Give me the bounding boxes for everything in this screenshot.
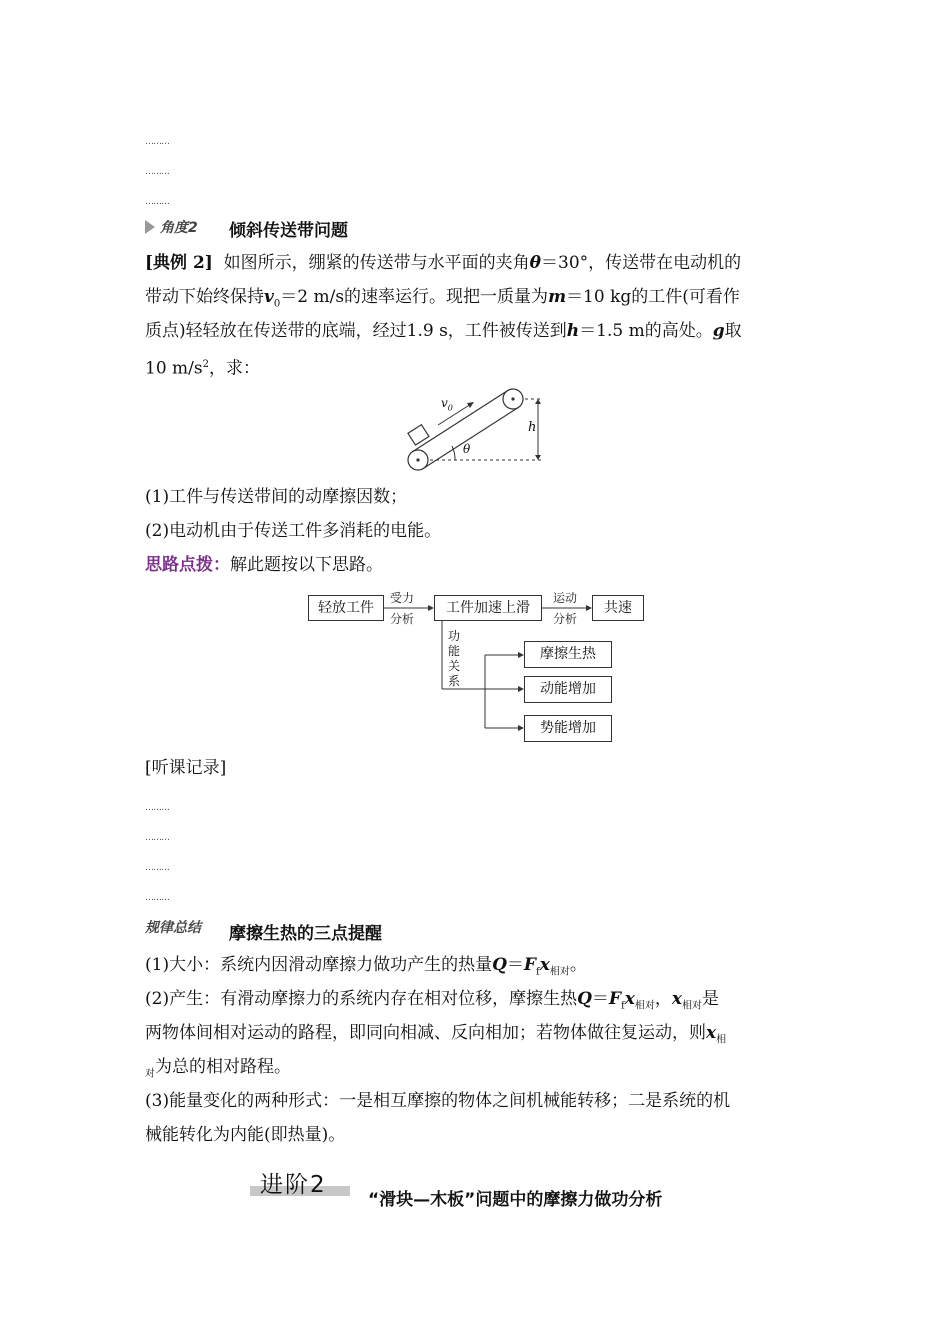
text: 是	[701, 989, 719, 1009]
char: 关	[448, 659, 461, 673]
text: v	[441, 396, 448, 410]
superscript: 2	[202, 359, 209, 370]
blank-line-3: ………	[145, 197, 169, 207]
flow-box-potential-energy: 势能增加	[524, 715, 612, 742]
notes-label: [听课记录]	[145, 758, 227, 778]
text: ＝2 m/s的速率运行。现把一质量为	[280, 287, 549, 307]
subscript: 相对	[549, 966, 570, 978]
summary-line-2	[145, 988, 719, 1017]
v0-label	[441, 396, 453, 412]
flow-energy-relation	[448, 629, 462, 689]
text: ，	[654, 989, 672, 1009]
text: (1)大小：系统内因滑动摩擦力做功产生的热量	[145, 955, 493, 975]
bottom-pulley-axle	[416, 458, 419, 461]
belt-top	[413, 391, 508, 452]
f-symbol: F	[523, 955, 536, 975]
h-symbol: h	[566, 321, 580, 341]
text: ＝	[506, 955, 524, 975]
example-line-2	[145, 286, 740, 315]
subscript: 0	[447, 403, 453, 413]
hint-label: 思路点拨：	[145, 555, 230, 575]
top-pulley-axle	[511, 397, 514, 400]
text: ＝30°，传送带在电动机的	[541, 253, 742, 273]
note-line-1: ………	[145, 803, 169, 813]
hint-line	[145, 554, 383, 576]
question-1: (1)工件与传送带间的动摩擦因数；	[145, 487, 408, 507]
q-symbol: Q	[492, 955, 507, 975]
subscript: 0	[273, 298, 281, 310]
advance-title: “滑块—木板”问题中的摩擦力做功分析	[368, 1190, 663, 1210]
text: ＝1.5 m的高处。	[579, 321, 713, 341]
note-line-4: ………	[145, 893, 169, 903]
flow-box-common-speed: 共速	[592, 595, 644, 621]
char: 能	[448, 644, 461, 658]
text: ，求：	[208, 358, 260, 379]
x-symbol: x	[706, 1023, 717, 1043]
flow-box-accelerate: 工件加速上滑	[434, 595, 542, 621]
text: 10 m/s	[145, 358, 203, 379]
triangle-icon	[145, 220, 157, 234]
summary-tag: 规律总结	[145, 920, 201, 936]
blank-line-1: ………	[145, 137, 169, 147]
velocity-arrowhead	[467, 402, 474, 408]
example-line-3	[145, 320, 742, 342]
subscript: 相对	[681, 1000, 702, 1012]
text: 为总的相对路程。	[155, 1057, 291, 1077]
summary-title: 摩擦生热的三点提醒	[229, 924, 382, 944]
advance-tag: 进阶2	[260, 1172, 327, 1198]
section-marker	[145, 219, 157, 238]
summary-line-6: 械能转化为内能(即热量)。	[145, 1125, 346, 1145]
subscript: 对	[145, 1068, 155, 1080]
example-line-1	[145, 252, 741, 274]
text: 。	[569, 955, 587, 975]
blank-line-2: ………	[145, 167, 169, 177]
text: ＝10 kg的工件(可看作	[566, 287, 740, 307]
section-title: 倾斜传送带问题	[229, 221, 348, 241]
summary-line-3	[145, 1022, 726, 1051]
char: 系	[448, 674, 461, 688]
v-symbol: v	[264, 287, 274, 307]
subscript: f	[620, 1000, 625, 1012]
x-symbol: x	[624, 989, 635, 1009]
belt-bottom	[423, 407, 518, 468]
height-arrow-top	[535, 399, 541, 404]
text: 质点)轻轻放在传送带的底端，经过1.9 s，工件被传送到	[145, 321, 567, 341]
h-label: h	[528, 420, 537, 435]
g-symbol: g	[712, 321, 725, 341]
text: ＝	[591, 989, 609, 1009]
workpiece-block	[408, 425, 429, 445]
theta-label: θ	[463, 442, 471, 456]
x-symbol: x	[671, 989, 682, 1009]
text: 带动下始终保持	[145, 287, 264, 307]
note-line-2: ………	[145, 833, 169, 843]
flow-arrow-2-bottom: 分析	[553, 612, 578, 626]
text: 两物体间相对运动的路程，即同向相减、反向相加；若物体做往复运动，则	[145, 1023, 706, 1043]
theta-symbol: θ	[529, 253, 541, 273]
m-symbol: m	[548, 287, 567, 307]
flow-box-friction-heat: 摩擦生热	[524, 641, 612, 668]
note-line-3: ………	[145, 863, 169, 873]
char: 功	[448, 629, 461, 643]
subscript: f	[535, 966, 540, 978]
flow-arrow-1-top: 受力	[390, 591, 415, 605]
text: 取	[724, 321, 742, 341]
summary-line-4	[145, 1056, 291, 1085]
text: 如图所示，绷紧的传送带与水平面的夹角	[223, 253, 530, 273]
flow-arrow-1-bottom: 分析	[390, 612, 415, 626]
text: (2)产生：有滑动摩擦力的系统内存在相对位移，摩擦生热	[145, 989, 578, 1009]
example-label: [典例 2]	[145, 253, 213, 273]
summary-line-1	[145, 954, 587, 983]
section-tag: 角度2	[160, 220, 198, 236]
subscript: 相	[716, 1034, 727, 1046]
question-2: (2)电动机由于传送工件多消耗的电能。	[145, 521, 442, 541]
height-arrow-bottom	[535, 455, 541, 460]
example-line-4	[145, 354, 260, 380]
hint-text: 解此题按以下思路。	[230, 555, 383, 575]
subscript: 相对	[634, 1000, 655, 1012]
q-symbol: Q	[577, 989, 592, 1009]
flow-arrow-2-top: 运动	[553, 591, 578, 605]
x-symbol: x	[539, 955, 550, 975]
summary-line-5: (3)能量变化的两种形式：一是相互摩擦的物体之间机械能转移；二是系统的机	[145, 1091, 731, 1111]
flow-box-kinetic-energy: 动能增加	[524, 676, 612, 703]
flow-box-place-workpiece: 轻放工件	[308, 595, 384, 621]
f-symbol: F	[608, 989, 621, 1009]
